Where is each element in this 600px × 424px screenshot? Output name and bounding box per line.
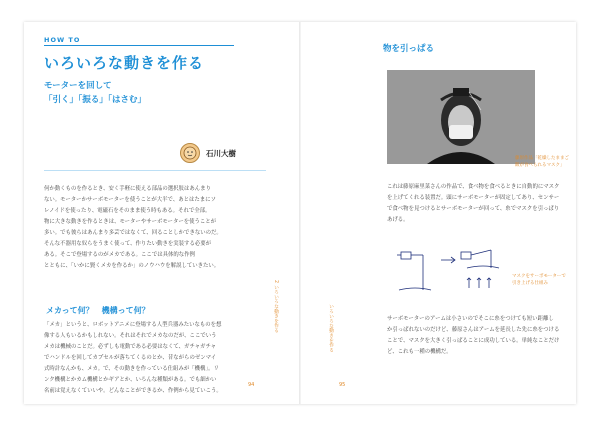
intro-line: とともに、「いかに賢くメカを作るか」のノウハウを解説していきたい。 xyxy=(44,263,220,269)
subtitle-line-2: 「引く」「振る」「はさむ」 xyxy=(44,95,147,105)
intro-line: そんな不器用な奴らをうまく使って、作りたい動きを実装する必要が xyxy=(44,241,212,247)
intro-line: ある。そこで登場するのがメカである。ここでは具体的な作例 xyxy=(44,252,195,258)
howto-kicker: HOW TO xyxy=(44,36,81,44)
paragraph-line: ど、これも一種の機構だ。 xyxy=(387,349,452,355)
side-caption: いろいろな動きを作る xyxy=(328,304,333,352)
person-photo-image xyxy=(387,70,535,164)
intro-line: レノイドを使ったり、電磁石をそのまま使う時もある。それで全部。 xyxy=(44,208,211,214)
photo-caption: 藤原作品「乾燥したままご飯が食べられるマスク」 xyxy=(515,156,569,168)
body-line: でハンドルを回してカプセルが落ちてくるのとか、昔ながらのゼンマイ xyxy=(44,355,217,361)
paragraph-line: か引っぱれないのだけど、藤原さんはアームを延長した先に糸をつける xyxy=(387,327,560,333)
author-block xyxy=(180,143,236,163)
paragraph-line: これは藤原麻里菜さんの作品で、食べ物を食べるときに自動的にマスク xyxy=(387,184,560,190)
body-line: 式時計なんかも、メカ。で、その動きを作っている仕組みが「機構」。リ xyxy=(44,366,219,372)
subtitle-line-1: モーターを回して xyxy=(44,81,112,91)
section-heading: メカって何？ 機構って何？ xyxy=(46,306,150,315)
paragraph-line: で食べ物を見つけるとサーボモーターが回って、糸でマスクを引っぱり xyxy=(387,206,560,212)
paragraph-line: を上げてくれる装置だ。頭にサーボモーターが固定してあり、センサー xyxy=(387,195,560,201)
page-title: いろいろな動きを作る xyxy=(44,54,205,72)
left-page xyxy=(24,22,299,404)
intro-line: 多い。でも彼らはあんまり多芸ではなくて、回ることしかできないのだ。 xyxy=(44,230,222,236)
side-caption: 2 いろいろな動きを作る xyxy=(273,280,278,333)
face-icon xyxy=(183,146,197,160)
book-spread xyxy=(24,22,576,404)
page-number: 95 xyxy=(339,382,346,388)
author-avatar xyxy=(180,143,200,163)
intro-line: ない。モーターかサーボモーターを使うことが大半で、あとはたまにソ xyxy=(44,197,216,203)
body-line: 名前は覚えなくていいや。どんなことができるか、作例から見ていこう。 xyxy=(44,388,222,394)
page-number: 94 xyxy=(248,382,255,388)
intro-line: 物に大きな動きを作るときは、モーターやサーボモーターを使うことが xyxy=(44,219,217,225)
paragraph-line: あげる。 xyxy=(387,217,409,223)
section-title: 物を引っぱる xyxy=(383,44,435,54)
author-name: 石川大樹 xyxy=(206,148,236,158)
paragraph-line: ことで、マスクを大きく引っぱることに成功している。単純なことだけ xyxy=(387,338,560,344)
body-line: ンク機構とかカム機構とかギアとか、いろんな種類がある。でも細かい xyxy=(44,377,217,383)
right-page xyxy=(301,22,576,404)
intro-line: 何か動くものを作るとき、安く手軽に使える部品の選択肢はあんまり xyxy=(44,186,211,192)
body-line: メカは機械のことだ。必ずしも電動である必要はなくて、ガチャガチャ xyxy=(44,344,217,350)
servo-mechanism-diagram xyxy=(395,246,505,298)
body-line: 像する人もいるかもしれない。それはそれでメカなのだが、ここでいう xyxy=(44,333,217,339)
mask-device-photo xyxy=(387,70,535,164)
kicker-rule xyxy=(44,45,234,46)
diagram-caption: マスクをサーボモーターで引き上げる仕組み xyxy=(512,274,566,286)
body-line: 「メカ」というと、ロボットアニメに登場する人型兵器みたいなものを想 xyxy=(44,322,222,328)
paragraph-line: サーボモーターのアームは小さいのでそこに糸をつけても短い距離し xyxy=(387,316,554,322)
author-rule xyxy=(44,170,266,171)
